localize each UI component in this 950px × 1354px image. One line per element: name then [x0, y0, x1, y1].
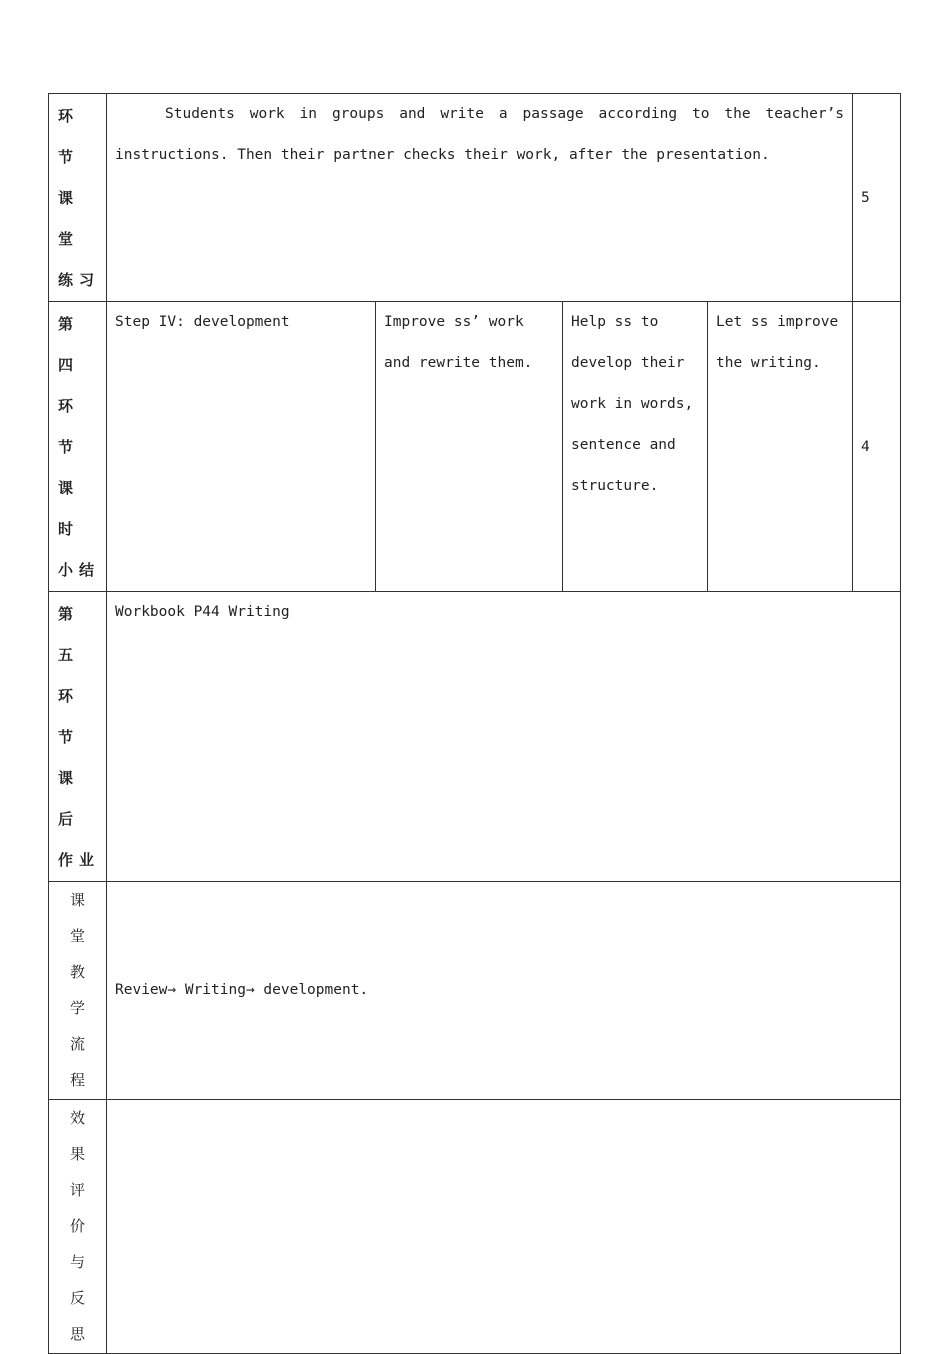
stage-label-line: 环 节	[58, 687, 80, 746]
reflection-row	[49, 1100, 901, 1354]
label-char: 学	[69, 999, 85, 1017]
flow-content: Review→ Writing→ development.	[107, 882, 901, 1100]
stage-label-line: 练习	[58, 271, 101, 289]
label-char: 课	[69, 891, 85, 909]
summary-time: 4	[853, 302, 901, 592]
summary-purpose: Let ss improve the writing.	[708, 302, 853, 592]
stage-label-line: 课 时	[58, 479, 80, 538]
label-char: 效	[69, 1109, 85, 1127]
stage-label-line: 第 五	[58, 605, 80, 664]
summary-student-activity: Improve ss’ work and rewrite them.	[376, 302, 563, 592]
label-char: 与	[69, 1253, 85, 1271]
homework-stage-label	[49, 592, 107, 882]
label-char: 价	[69, 1217, 85, 1235]
label-char: 果	[69, 1145, 85, 1163]
reflection-content	[107, 1100, 901, 1354]
flow-label	[49, 882, 107, 1100]
summary-step: Step IV: development	[107, 302, 376, 592]
stage-label-line: 课 后	[58, 769, 80, 828]
homework-row	[49, 592, 901, 882]
stage-label-line: 课 堂	[58, 189, 80, 248]
stage-label-line: 环 节	[58, 397, 80, 456]
practice-content: Students work in groups and write a passage according to the teacher’s instructions. Then their partner checks their work, after the presentation.	[107, 94, 853, 302]
summary-row	[49, 302, 901, 592]
label-char: 程	[69, 1071, 85, 1089]
reflection-label	[49, 1100, 107, 1354]
homework-content: Workbook P44 Writing	[107, 592, 901, 882]
label-char: 评	[69, 1181, 85, 1199]
stage-label-line: 第 四	[58, 315, 80, 374]
practice-stage-label	[49, 94, 107, 302]
summary-teacher-activity: Help ss to develop their work in words, sentence and structure.	[563, 302, 708, 592]
stage-label-line: 小结	[58, 561, 101, 579]
label-char: 反	[69, 1289, 85, 1307]
stage-label-line: 作业	[58, 851, 101, 869]
practice-row	[49, 94, 901, 302]
summary-stage-label	[49, 302, 107, 592]
lesson-plan-table	[48, 93, 901, 1354]
stage-label-line: 环 节	[58, 107, 80, 166]
label-char: 思	[69, 1325, 85, 1343]
label-char: 流	[69, 1035, 85, 1053]
flow-row	[49, 882, 901, 1100]
practice-time: 5	[853, 94, 901, 302]
label-char: 堂	[69, 927, 85, 945]
label-char: 教	[69, 963, 85, 981]
